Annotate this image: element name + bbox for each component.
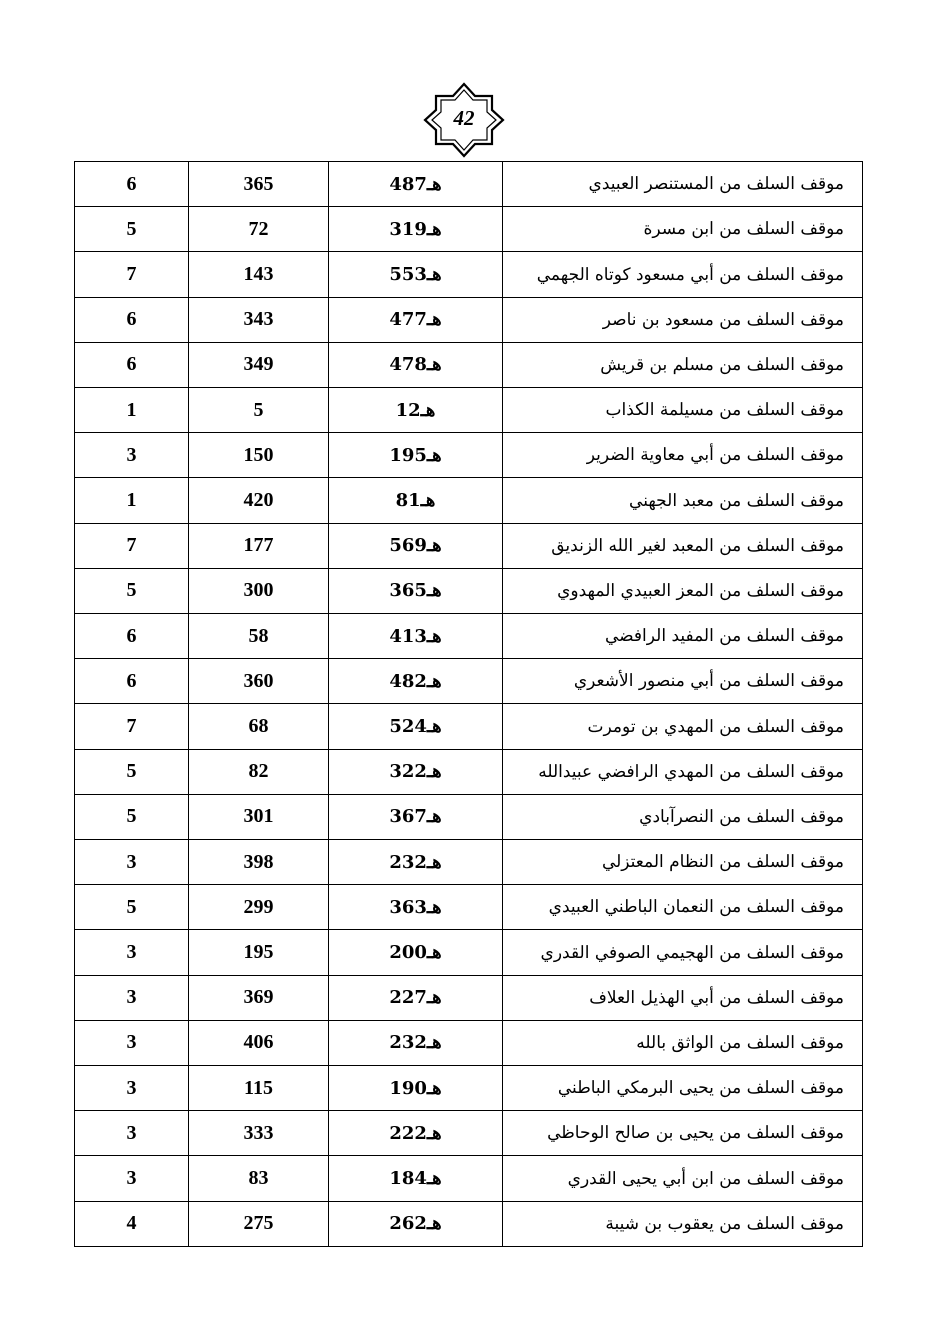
year-cell: 319هـ — [329, 207, 503, 252]
count-cell: 3 — [75, 930, 189, 975]
count-cell: 6 — [75, 614, 189, 659]
name-cell: موقف السلف من المعبد لغير الله الزنديق — [503, 523, 863, 568]
page-cell: 195 — [189, 930, 329, 975]
page-cell: 5 — [189, 388, 329, 433]
year-cell: 81هـ — [329, 478, 503, 523]
table-row — [75, 704, 863, 749]
table-row — [75, 614, 863, 659]
page-cell: 150 — [189, 433, 329, 478]
count-cell: 3 — [75, 1156, 189, 1201]
page-cell: 333 — [189, 1111, 329, 1156]
index-table — [74, 161, 863, 1247]
name-cell: موقف السلف من ابن مسرة — [503, 207, 863, 252]
page-cell: 349 — [189, 342, 329, 387]
name-cell: موقف السلف من معبد الجهني — [503, 478, 863, 523]
year-cell: 12هـ — [329, 388, 503, 433]
page-cell: 82 — [189, 749, 329, 794]
year-cell: 477هـ — [329, 297, 503, 342]
page-cell: 143 — [189, 252, 329, 297]
index-table-body — [75, 162, 863, 1247]
table-row — [75, 794, 863, 839]
year-cell: 367هـ — [329, 794, 503, 839]
name-cell: موقف السلف من يحيى بن صالح الوحاظي — [503, 1111, 863, 1156]
page-cell: 343 — [189, 297, 329, 342]
page-cell: 58 — [189, 614, 329, 659]
name-cell: موقف السلف من الواثق بالله — [503, 1020, 863, 1065]
year-cell: 524هـ — [329, 704, 503, 749]
table-row — [75, 162, 863, 207]
year-cell: 232هـ — [329, 1020, 503, 1065]
table-row — [75, 659, 863, 704]
page-cell: 420 — [189, 478, 329, 523]
name-cell: موقف السلف من ابن أبي يحيى القدري — [503, 1156, 863, 1201]
page-cell: 406 — [189, 1020, 329, 1065]
count-cell: 4 — [75, 1201, 189, 1246]
table-row — [75, 297, 863, 342]
name-cell: موقف السلف من يعقوب بن شيبة — [503, 1201, 863, 1246]
count-cell: 7 — [75, 704, 189, 749]
name-cell: موقف السلف من المهدي الرافضي عبيدالله — [503, 749, 863, 794]
count-cell: 7 — [75, 523, 189, 568]
table-row — [75, 388, 863, 433]
table-row — [75, 207, 863, 252]
table-row — [75, 885, 863, 930]
count-cell: 5 — [75, 749, 189, 794]
count-cell: 7 — [75, 252, 189, 297]
table-row — [75, 1066, 863, 1111]
year-cell: 569هـ — [329, 523, 503, 568]
table-row — [75, 433, 863, 478]
count-cell: 5 — [75, 207, 189, 252]
page-cell: 115 — [189, 1066, 329, 1111]
page-cell: 365 — [189, 162, 329, 207]
count-cell: 5 — [75, 568, 189, 613]
count-cell: 3 — [75, 975, 189, 1020]
year-cell: 195هـ — [329, 433, 503, 478]
year-cell: 413هـ — [329, 614, 503, 659]
table-row — [75, 478, 863, 523]
name-cell: موقف السلف من النصرآبادي — [503, 794, 863, 839]
count-cell: 3 — [75, 1020, 189, 1065]
year-cell: 482هـ — [329, 659, 503, 704]
count-cell: 3 — [75, 1066, 189, 1111]
year-cell: 222هـ — [329, 1111, 503, 1156]
count-cell: 3 — [75, 840, 189, 885]
table-row — [75, 930, 863, 975]
page-cell: 83 — [189, 1156, 329, 1201]
name-cell: موقف السلف من أبي منصور الأشعري — [503, 659, 863, 704]
year-cell: 365هـ — [329, 568, 503, 613]
page-cell: 301 — [189, 794, 329, 839]
table-row — [75, 252, 863, 297]
page-cell: 398 — [189, 840, 329, 885]
name-cell: موقف السلف من أبي الهذيل العلاف — [503, 975, 863, 1020]
count-cell: 3 — [75, 433, 189, 478]
table-row — [75, 1201, 863, 1246]
table-row — [75, 1020, 863, 1065]
name-cell: موقف السلف من يحيى البرمكي الباطني — [503, 1066, 863, 1111]
table-row — [75, 1156, 863, 1201]
count-cell: 6 — [75, 342, 189, 387]
table-row — [75, 840, 863, 885]
page-cell: 360 — [189, 659, 329, 704]
name-cell: موقف السلف من المفيد الرافضي — [503, 614, 863, 659]
year-cell: 232هـ — [329, 840, 503, 885]
year-cell: 200هـ — [329, 930, 503, 975]
page-number-badge — [423, 82, 505, 158]
year-cell: 262هـ — [329, 1201, 503, 1246]
page-cell: 369 — [189, 975, 329, 1020]
count-cell: 1 — [75, 478, 189, 523]
name-cell: موقف السلف من المستنصر العبيدي — [503, 162, 863, 207]
count-cell: 6 — [75, 659, 189, 704]
name-cell: موقف السلف من المعز العبيدي المهدوي — [503, 568, 863, 613]
page-cell: 177 — [189, 523, 329, 568]
name-cell: موقف السلف من الهجيمي الصوفي القدري — [503, 930, 863, 975]
year-cell: 190هـ — [329, 1066, 503, 1111]
count-cell: 6 — [75, 162, 189, 207]
count-cell: 5 — [75, 794, 189, 839]
year-cell: 478هـ — [329, 342, 503, 387]
table-row — [75, 975, 863, 1020]
count-cell: 3 — [75, 1111, 189, 1156]
count-cell: 1 — [75, 388, 189, 433]
page-cell: 68 — [189, 704, 329, 749]
name-cell: موقف السلف من مسعود بن ناصر — [503, 297, 863, 342]
year-cell: 227هـ — [329, 975, 503, 1020]
page-cell: 275 — [189, 1201, 329, 1246]
year-cell: 487هـ — [329, 162, 503, 207]
name-cell: موقف السلف من النظام المعتزلي — [503, 840, 863, 885]
table-row — [75, 568, 863, 613]
table-row — [75, 749, 863, 794]
page-cell: 299 — [189, 885, 329, 930]
year-cell: 184هـ — [329, 1156, 503, 1201]
page-cell: 72 — [189, 207, 329, 252]
name-cell: موقف السلف من أبي مسعود كوتاه الجهمي — [503, 252, 863, 297]
name-cell: موقف السلف من مسيلمة الكذاب — [503, 388, 863, 433]
table-row — [75, 342, 863, 387]
page-number: 42 — [453, 106, 475, 130]
table-row — [75, 1111, 863, 1156]
year-cell: 553هـ — [329, 252, 503, 297]
count-cell: 5 — [75, 885, 189, 930]
name-cell: موقف السلف من النعمان الباطني العبيدي — [503, 885, 863, 930]
name-cell: موقف السلف من المهدي بن تومرت — [503, 704, 863, 749]
name-cell: موقف السلف من مسلم بن قريش — [503, 342, 863, 387]
table-row — [75, 523, 863, 568]
year-cell: 322هـ — [329, 749, 503, 794]
year-cell: 363هـ — [329, 885, 503, 930]
name-cell: موقف السلف من أبي معاوية الضرير — [503, 433, 863, 478]
count-cell: 6 — [75, 297, 189, 342]
page-cell: 300 — [189, 568, 329, 613]
